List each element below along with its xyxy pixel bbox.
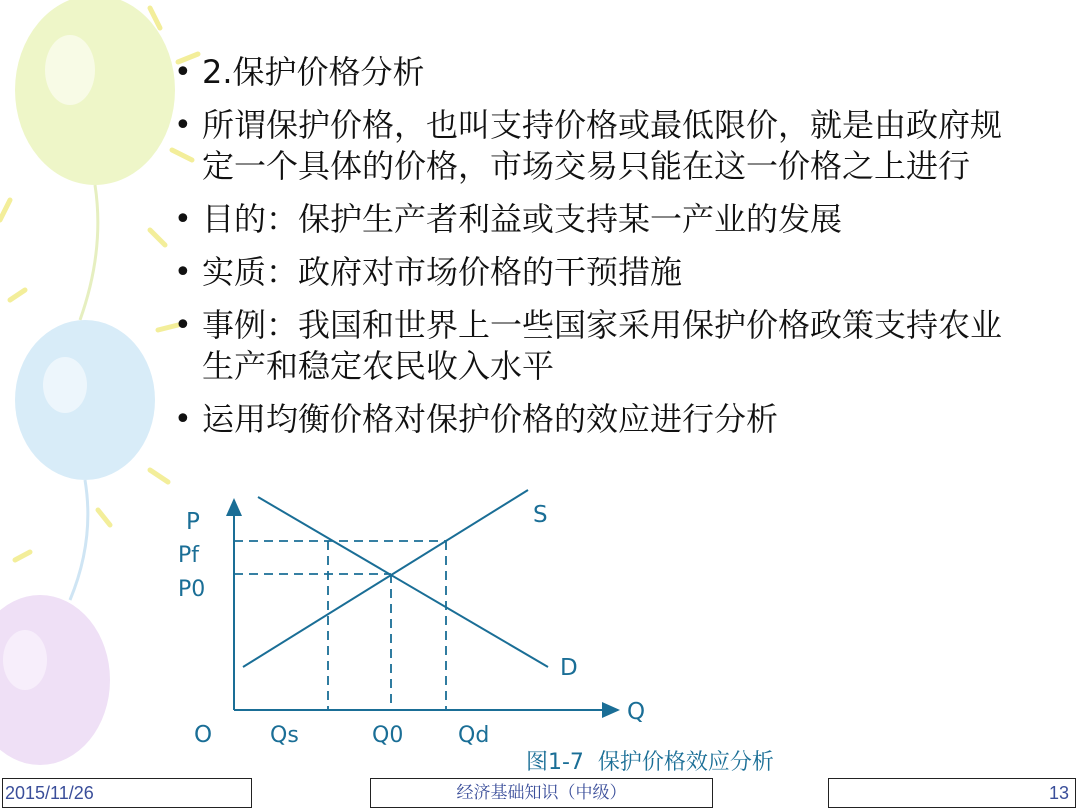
footer-title: 经济基础知识（中级） [370,778,713,808]
footer-page-number: 13 [828,778,1076,808]
demand-label: D [560,655,578,681]
axis-x-label: Q [627,699,646,725]
bullet-item-example: • 事例：我国和世界上一些国家采用保护价格政策支持农业生产和稳定农民收入水平 [174,306,1003,385]
bullet-item-definition: • 所谓保护价格，也叫支持价格或最低限价，就是由政府规定一个具体的价格，市场交易只能在这一价格之上进行 [174,106,1003,185]
equilibrium-quantity-label: Q0 [372,723,404,748]
price-floor-label: Pf [178,543,200,568]
footer-date: 2015/11/26 [2,778,252,808]
demand-curve [258,497,548,667]
equilibrium-price-label: P0 [178,577,206,602]
supply-label: S [533,502,548,528]
origin-label: O [194,722,213,748]
quantity-demanded-label: Qd [458,723,490,748]
bullet-item-analysis: • 运用均衡价格对保护价格的效应进行分析 [174,400,779,438]
bullet-item-essence: • 实质：政府对市场价格的干预措施 [174,253,683,291]
quantity-supplied-label: Qs [270,723,299,748]
axis-y-label: P [186,509,200,535]
bullet-item-title: • 2.保护价格分析 [174,53,425,91]
supply-curve [243,490,528,667]
diagram-caption: 图1-7 保护价格效应分析 [526,750,774,775]
bullet-item-purpose: • 目的：保护生产者利益或支持某一产业的发展 [174,200,843,238]
